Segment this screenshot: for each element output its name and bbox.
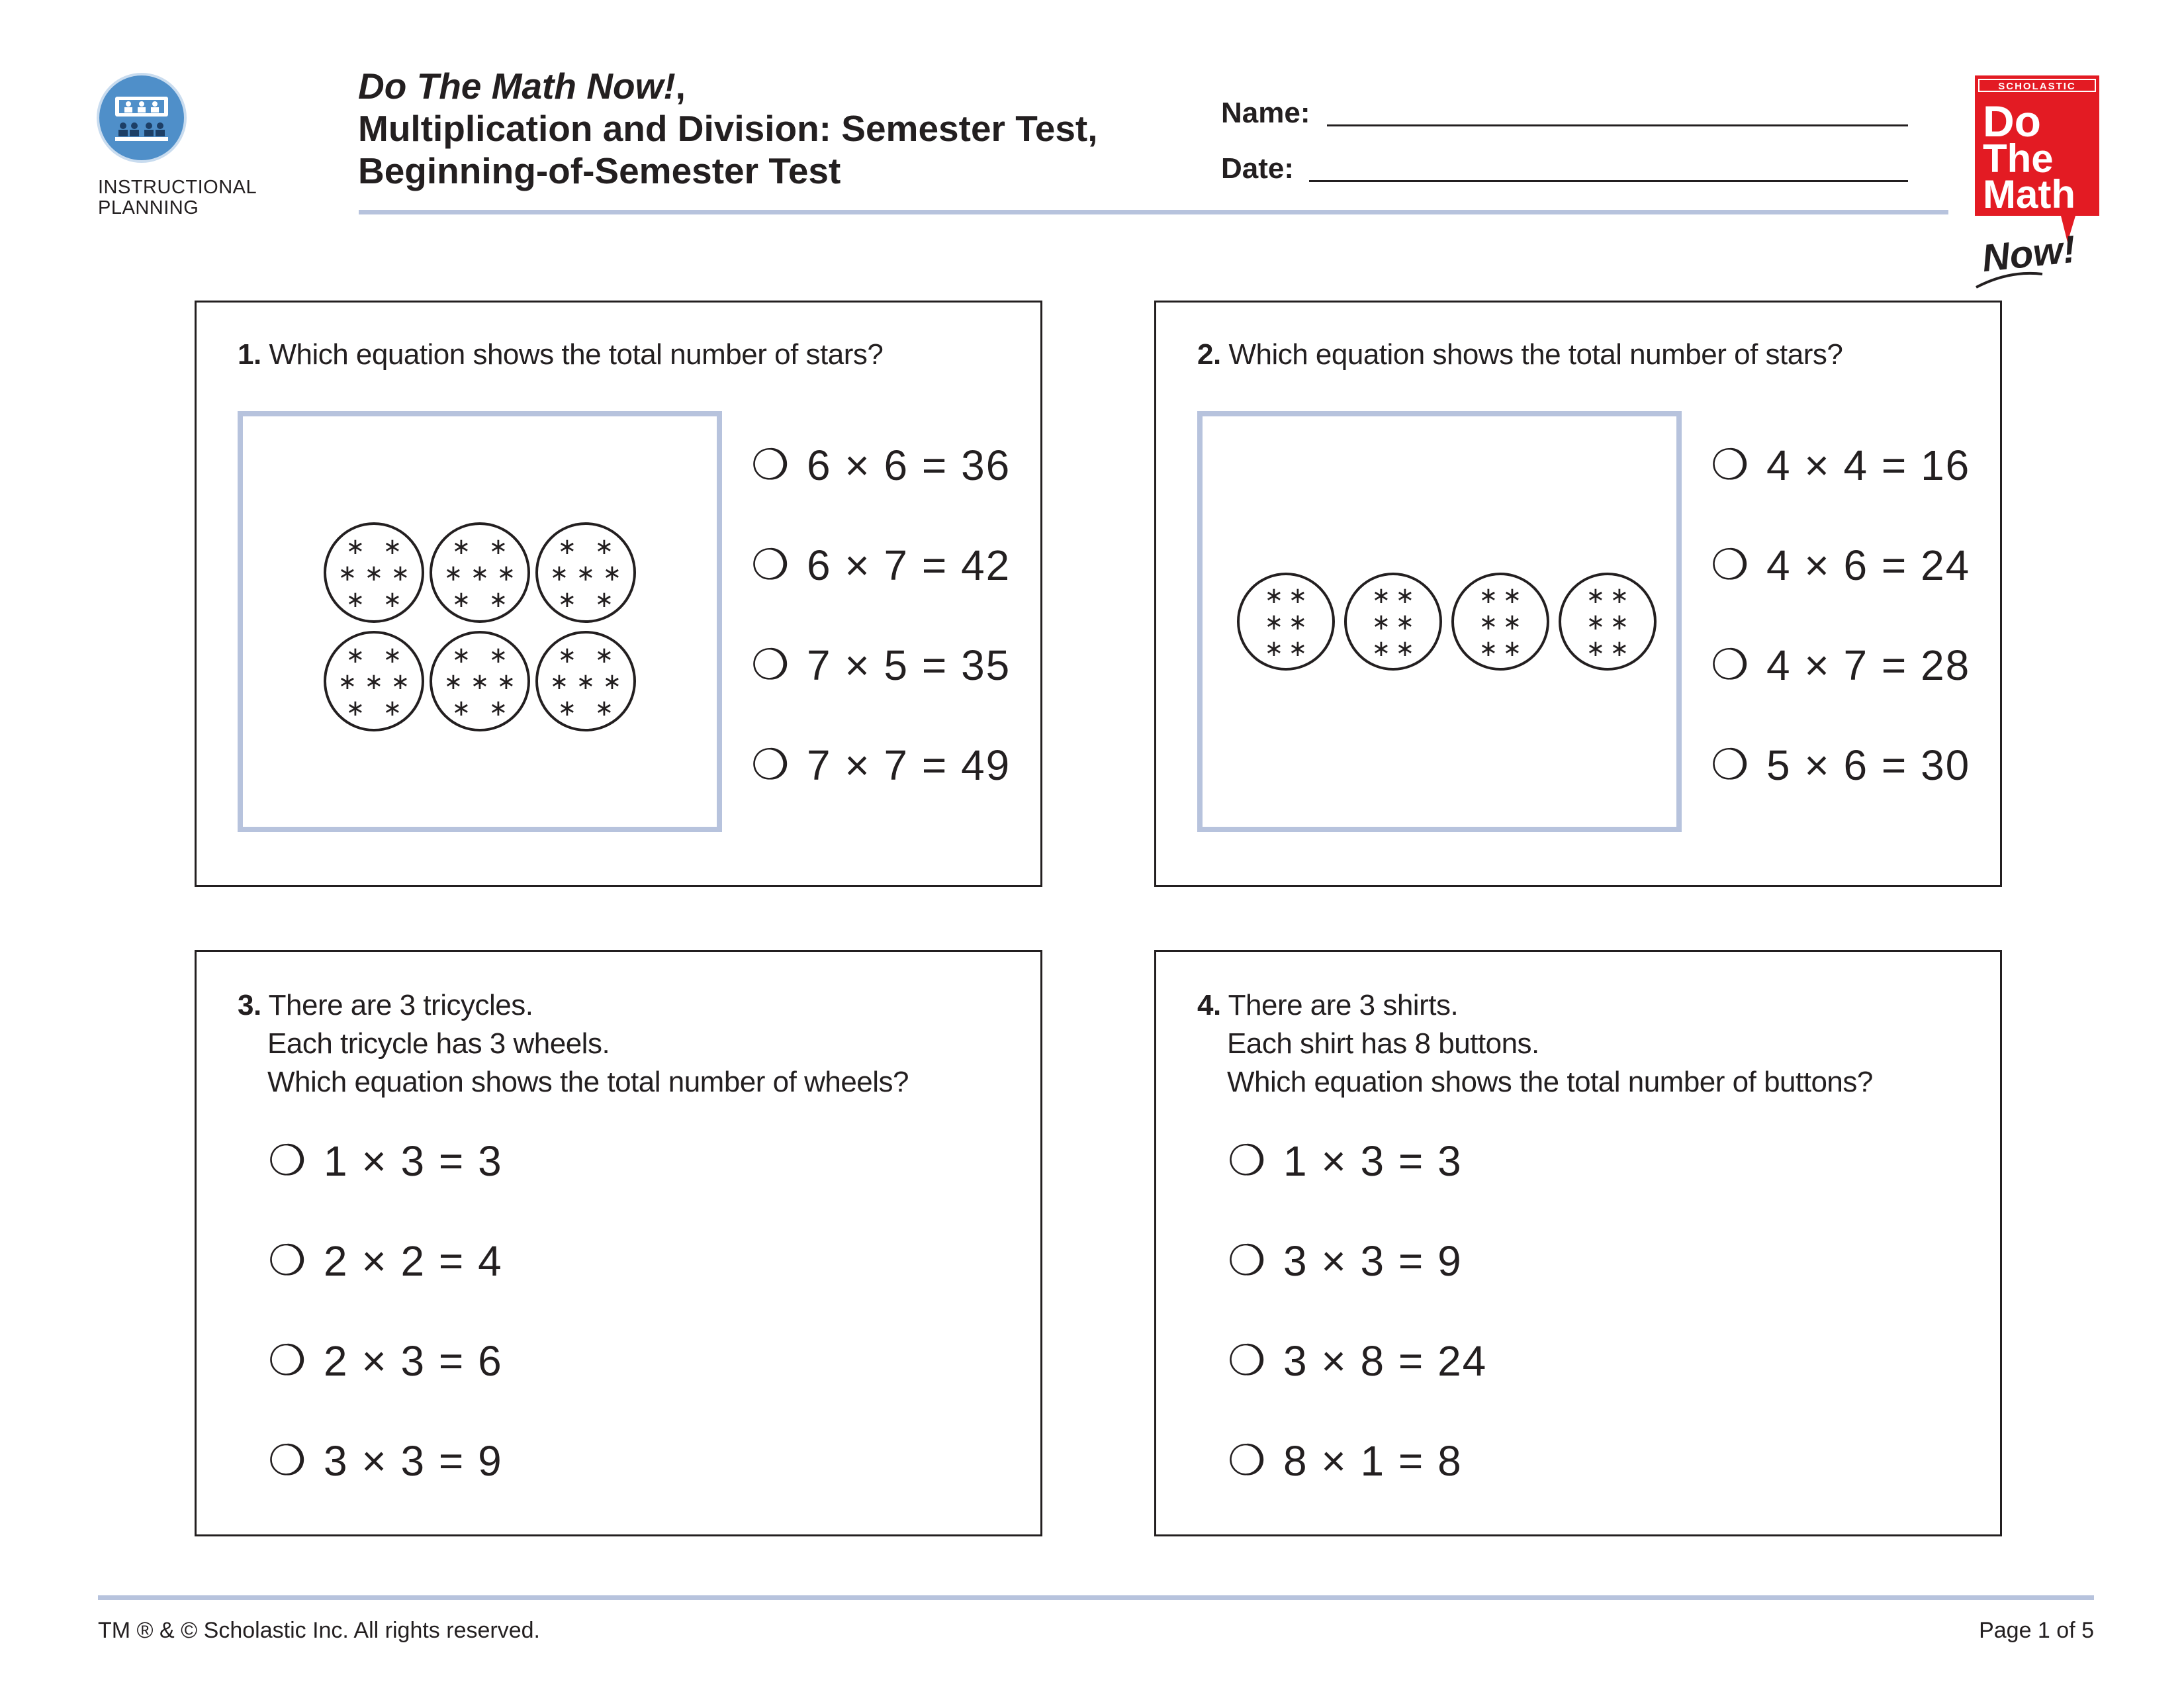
name-field[interactable]	[1327, 124, 1908, 126]
svg-text:Now!: Now!	[1979, 227, 2078, 281]
radio-bubble[interactable]: ❍	[1711, 741, 1749, 788]
group-circle	[1453, 574, 1548, 669]
question-1-panel	[195, 301, 1042, 887]
date-field[interactable]	[1309, 180, 1908, 182]
question-1-text: 1. Which equation shows the total number of stars?	[238, 338, 884, 371]
do-the-math-now-logo	[1970, 71, 2102, 290]
question-4-panel: 4. There are 3 shirts. Each shirt has 8 buttons. Which equation shows the total number of buttons? ❍ 1 × 3 = 3 ❍ 3 × 3 = 9 ❍ 3 × 8 = 24 ❍ 8 × 1 = 8	[1154, 950, 2002, 1536]
star: ∗	[451, 642, 471, 669]
star: ∗	[1395, 583, 1415, 609]
star-groups-6x7	[243, 416, 717, 827]
star-groups-4x6	[1203, 416, 1676, 827]
answer-option[interactable]: ❍ 6 × 6 = 36	[751, 441, 1011, 489]
star: ∗	[338, 669, 357, 695]
star: ∗	[1288, 609, 1308, 635]
worksheet-title: Do The Math Now!, Multiplication and Division: Semester Test, Beginning-of-Semester Test	[358, 66, 1098, 191]
star: ∗	[549, 669, 569, 695]
star: ∗	[1610, 609, 1629, 635]
star: ∗	[1288, 635, 1308, 662]
star: ∗	[390, 560, 410, 586]
star: ∗	[1610, 635, 1629, 662]
answer-option[interactable]: ❍ 3 × 3 = 9	[268, 1436, 503, 1485]
star: ∗	[383, 695, 402, 722]
star: ∗	[557, 586, 577, 613]
radio-bubble[interactable]: ❍	[751, 541, 790, 588]
star: ∗	[496, 669, 516, 695]
program-name: Do The Math Now!	[358, 66, 676, 107]
star: ∗	[602, 669, 622, 695]
star: ∗	[1264, 635, 1284, 662]
question-1-figure	[238, 411, 722, 832]
group-circle	[1345, 574, 1441, 669]
star: ∗	[443, 560, 463, 586]
page-number: Page 1 of 5	[1979, 1618, 2094, 1643]
radio-bubble[interactable]: ❍	[751, 441, 790, 489]
radio-bubble[interactable]: ❍	[268, 1436, 306, 1484]
star: ∗	[364, 669, 384, 695]
star: ∗	[1586, 583, 1606, 609]
star: ∗	[576, 560, 596, 586]
star: ∗	[594, 534, 614, 560]
radio-bubble[interactable]: ❍	[268, 1336, 306, 1384]
star: ∗	[338, 560, 357, 586]
radio-bubble[interactable]: ❍	[268, 1237, 306, 1284]
header-divider	[359, 210, 1948, 214]
star: ∗	[576, 669, 596, 695]
answer-option[interactable]: ❍ 1 × 3 = 3	[268, 1137, 503, 1185]
star: ∗	[594, 695, 614, 722]
question-3-panel: 3. There are 3 tricycles. Each tricycle has 3 wheels. Which equation shows the total number of wheels? ❍ 1 × 3 = 3 ❍ 2 × 2 = 4 ❍ 2 × 3 = 6 ❍ 3 × 3 = 9	[195, 950, 1042, 1536]
star: ∗	[345, 642, 365, 669]
answer-option[interactable]: ❍ 7 × 5 = 35	[751, 641, 1011, 689]
star: ∗	[1371, 609, 1391, 635]
answer-option[interactable]: ❍ 2 × 3 = 6	[268, 1336, 503, 1385]
star: ∗	[1288, 583, 1308, 609]
star: ∗	[364, 560, 384, 586]
radio-bubble[interactable]: ❍	[751, 741, 790, 788]
star: ∗	[470, 560, 490, 586]
test-subtitle: Beginning-of-Semester Test	[358, 150, 841, 191]
svg-text:Math: Math	[1983, 172, 2075, 216]
radio-bubble[interactable]: ❍	[1228, 1336, 1266, 1384]
answer-option[interactable]: ❍ 5 × 6 = 30	[1711, 741, 1971, 789]
copyright-notice: TM ® & © Scholastic Inc. All rights reserved.	[98, 1618, 540, 1643]
star: ∗	[1502, 583, 1522, 609]
star: ∗	[488, 642, 508, 669]
star: ∗	[488, 586, 508, 613]
star: ∗	[557, 695, 577, 722]
star: ∗	[557, 642, 577, 669]
question-2-text: 2. Which equation shows the total number of stars?	[1197, 338, 1843, 371]
answer-option[interactable]: ❍ 7 × 7 = 49	[751, 741, 1011, 789]
star: ∗	[451, 695, 471, 722]
radio-bubble[interactable]: ❍	[1711, 641, 1749, 688]
radio-bubble[interactable]: ❍	[1228, 1237, 1266, 1284]
svg-text:SCHOLASTIC: SCHOLASTIC	[1998, 81, 2076, 92]
radio-bubble[interactable]: ❍	[268, 1137, 306, 1184]
group-circle	[1238, 574, 1334, 669]
star: ∗	[451, 586, 471, 613]
star: ∗	[451, 534, 471, 560]
svg-text:Do: Do	[1983, 97, 2041, 146]
radio-bubble[interactable]: ❍	[1228, 1436, 1266, 1484]
radio-bubble[interactable]: ❍	[1711, 441, 1749, 489]
star: ∗	[345, 534, 365, 560]
star: ∗	[557, 534, 577, 560]
footer-divider	[98, 1595, 2094, 1600]
star: ∗	[1479, 609, 1498, 635]
answer-option[interactable]: ❍ 8 × 1 = 8	[1228, 1436, 1463, 1485]
star: ∗	[1395, 609, 1415, 635]
star: ∗	[345, 586, 365, 613]
svg-text:The: The	[1983, 136, 2054, 181]
star: ∗	[1395, 635, 1415, 662]
instructional-planning-label: INSTRUCTIONAL PLANNING	[98, 177, 257, 218]
star: ∗	[383, 534, 402, 560]
star: ∗	[594, 586, 614, 613]
star: ∗	[470, 669, 490, 695]
answer-option[interactable]: ❍ 2 × 2 = 4	[268, 1237, 503, 1285]
star: ∗	[443, 669, 463, 695]
star: ∗	[594, 642, 614, 669]
star: ∗	[383, 586, 402, 613]
star: ∗	[1586, 609, 1606, 635]
star: ∗	[488, 695, 508, 722]
name-label: Name:	[1221, 97, 1310, 129]
star: ∗	[1264, 609, 1284, 635]
star: ∗	[549, 560, 569, 586]
star: ∗	[383, 642, 402, 669]
date-label: Date:	[1221, 152, 1295, 185]
answer-option[interactable]: ❍ 1 × 3 = 3	[1228, 1137, 1463, 1185]
answer-option[interactable]: ❍ 4 × 7 = 28	[1711, 641, 1971, 689]
star: ∗	[1502, 635, 1522, 662]
star: ∗	[390, 669, 410, 695]
answer-option[interactable]: ❍ 6 × 7 = 42	[751, 541, 1011, 589]
question-2-figure	[1197, 411, 1682, 832]
star: ∗	[1502, 609, 1522, 635]
test-title: Multiplication and Division: Semester Test,	[358, 108, 1098, 149]
answer-option[interactable]: ❍ 4 × 6 = 24	[1711, 541, 1971, 589]
star: ∗	[1610, 583, 1629, 609]
answer-option[interactable]: ❍ 3 × 3 = 9	[1228, 1237, 1463, 1285]
radio-bubble[interactable]: ❍	[751, 641, 790, 688]
star: ∗	[1479, 583, 1498, 609]
star: ∗	[602, 560, 622, 586]
star: ∗	[1264, 583, 1284, 609]
instructional-planning-icon	[97, 73, 187, 163]
question-2-panel	[1154, 301, 2002, 887]
group-circle	[1560, 574, 1655, 669]
star: ∗	[345, 695, 365, 722]
star: ∗	[1371, 635, 1391, 662]
star: ∗	[488, 534, 508, 560]
star: ∗	[1371, 583, 1391, 609]
star: ∗	[1479, 635, 1498, 662]
answer-option[interactable]: ❍ 4 × 4 = 16	[1711, 441, 1971, 489]
radio-bubble[interactable]: ❍	[1228, 1137, 1266, 1184]
radio-bubble[interactable]: ❍	[1711, 541, 1749, 588]
star: ∗	[496, 560, 516, 586]
answer-option[interactable]: ❍ 3 × 8 = 24	[1228, 1336, 1488, 1385]
star: ∗	[1586, 635, 1606, 662]
